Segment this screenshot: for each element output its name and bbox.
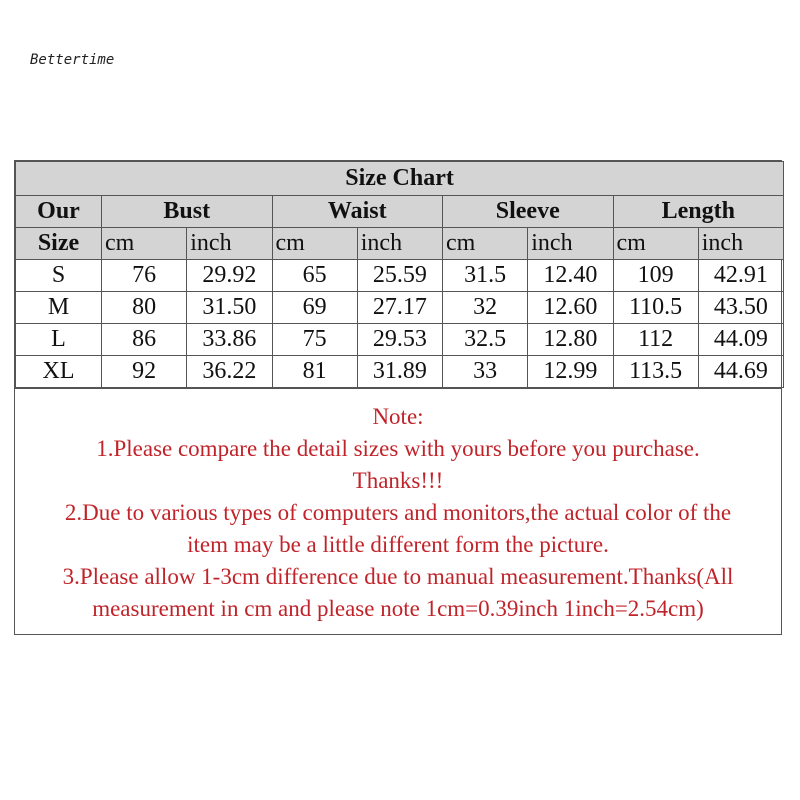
unit-label: cm	[443, 228, 528, 260]
value-cell: 109	[613, 260, 698, 292]
value-cell: 33	[443, 356, 528, 388]
value-cell: 69	[272, 292, 357, 324]
title-row	[16, 162, 784, 196]
size-chart	[14, 160, 782, 635]
value-cell: 31.5	[443, 260, 528, 292]
group-header-bust: Bust	[102, 196, 273, 228]
value-cell: 76	[102, 260, 187, 292]
size-cell: S	[16, 260, 102, 292]
value-cell: 42.91	[698, 260, 783, 292]
value-cell: 113.5	[613, 356, 698, 388]
value-cell: 65	[272, 260, 357, 292]
note-line: 2.Due to various types of computers and monitors,the actual color of the	[64, 500, 732, 525]
group-header-waist: Waist	[272, 196, 443, 228]
value-cell: 110.5	[613, 292, 698, 324]
value-cell: 36.22	[187, 356, 272, 388]
table-title: Size Chart	[16, 162, 784, 196]
value-cell: 44.09	[698, 324, 783, 356]
value-cell: 112	[613, 324, 698, 356]
value-cell: 86	[102, 324, 187, 356]
value-cell: 12.80	[528, 324, 613, 356]
table-row	[16, 356, 784, 388]
unit-label: cm	[102, 228, 187, 260]
value-cell: 12.40	[528, 260, 613, 292]
note-heading: Note:	[372, 404, 424, 429]
unit-label: inch	[698, 228, 783, 260]
value-cell: 33.86	[187, 324, 272, 356]
table-row	[16, 292, 784, 324]
unit-label: inch	[187, 228, 272, 260]
size-cell: L	[16, 324, 102, 356]
value-cell: 32.5	[443, 324, 528, 356]
table-row	[16, 260, 784, 292]
unit-header-row	[16, 228, 784, 260]
group-header-row	[16, 196, 784, 228]
value-cell: 25.59	[357, 260, 442, 292]
unit-label: cm	[272, 228, 357, 260]
value-cell: 92	[102, 356, 187, 388]
value-cell: 31.50	[187, 292, 272, 324]
unit-label: cm	[613, 228, 698, 260]
value-cell: 75	[272, 324, 357, 356]
note-line: measurement in cm and please note 1cm=0.39inch 1inch=2.54cm)	[92, 596, 704, 621]
value-cell: 12.99	[528, 356, 613, 388]
watermark-text: Bettertime	[30, 52, 115, 68]
size-cell: M	[16, 292, 102, 324]
note-line: item may be a little different form the picture.	[187, 532, 609, 557]
size-cell: XL	[16, 356, 102, 388]
size-header-bottom: Size	[16, 228, 102, 260]
value-cell: 81	[272, 356, 357, 388]
note-line: 3.Please allow 1-3cm difference due to manual measurement.Thanks(All	[62, 564, 734, 589]
table-row	[16, 324, 784, 356]
size-header-top: Our	[16, 196, 102, 228]
note-line: Thanks!!!	[352, 468, 444, 493]
value-cell: 27.17	[357, 292, 442, 324]
group-header-length: Length	[613, 196, 784, 228]
value-cell: 12.60	[528, 292, 613, 324]
value-cell: 43.50	[698, 292, 783, 324]
value-cell: 29.53	[357, 324, 442, 356]
unit-label: inch	[357, 228, 442, 260]
value-cell: 80	[102, 292, 187, 324]
group-header-sleeve: Sleeve	[443, 196, 614, 228]
size-table	[15, 161, 784, 388]
notes-section	[15, 388, 781, 634]
value-cell: 29.92	[187, 260, 272, 292]
note-line: 1.Please compare the detail sizes with yours before you purchase.	[96, 436, 700, 461]
value-cell: 44.69	[698, 356, 783, 388]
value-cell: 32	[443, 292, 528, 324]
unit-label: inch	[528, 228, 613, 260]
value-cell: 31.89	[357, 356, 442, 388]
